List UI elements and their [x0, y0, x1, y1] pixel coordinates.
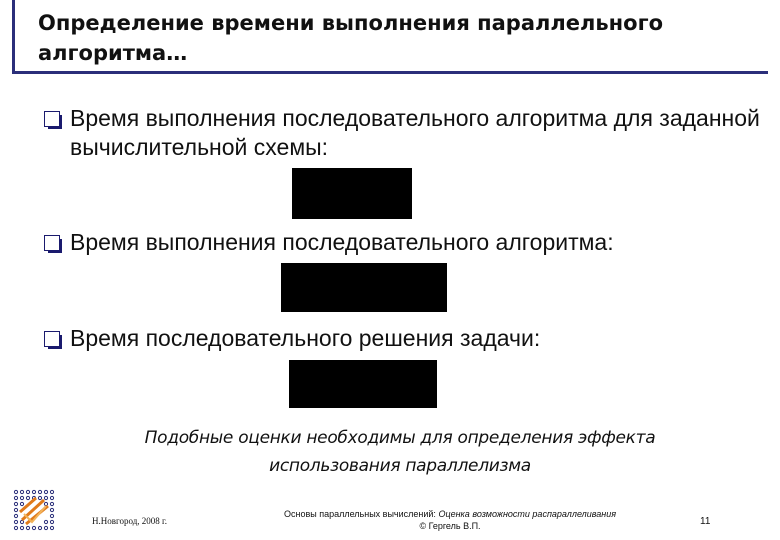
formula-solution-time — [289, 360, 437, 408]
page-number: 11 — [700, 516, 711, 527]
checkbox-bullet-icon — [44, 331, 64, 351]
bullet-item-1 — [44, 104, 764, 162]
footer-author: © Гергель В.П. — [419, 521, 481, 531]
footer-course — [250, 508, 650, 532]
footer-lecture-topic: Оценка возможности распараллеливания — [438, 509, 617, 519]
footer-course-name: Основы параллельных вычислений: — [283, 509, 436, 519]
bullet-item-3 — [44, 324, 764, 353]
formula-sequential-scheme — [292, 168, 412, 219]
formula-sequential-time — [281, 263, 447, 312]
note-line-2: использования параллелизма — [269, 456, 531, 476]
slide-title: Определение времени выполнения параллельного алгоритма… — [38, 11, 663, 65]
bullet-item-2 — [44, 228, 764, 257]
bullet-text-2: Время выполнения последовательного алгоритма: — [70, 229, 614, 255]
note-line-1: Подобные оценки необходимы для определения эффекта — [144, 428, 656, 448]
footer-location: Н.Новгород, 2008 г. — [92, 516, 167, 526]
checkbox-bullet-icon — [44, 111, 64, 131]
bullet-text-1: Время выполнения последовательного алгоритма для заданной вычислительной схемы: — [70, 105, 760, 160]
university-logo-icon — [12, 488, 56, 534]
bullet-text-3: Время последовательного решения задачи: — [70, 325, 541, 351]
checkbox-bullet-icon — [44, 235, 64, 255]
